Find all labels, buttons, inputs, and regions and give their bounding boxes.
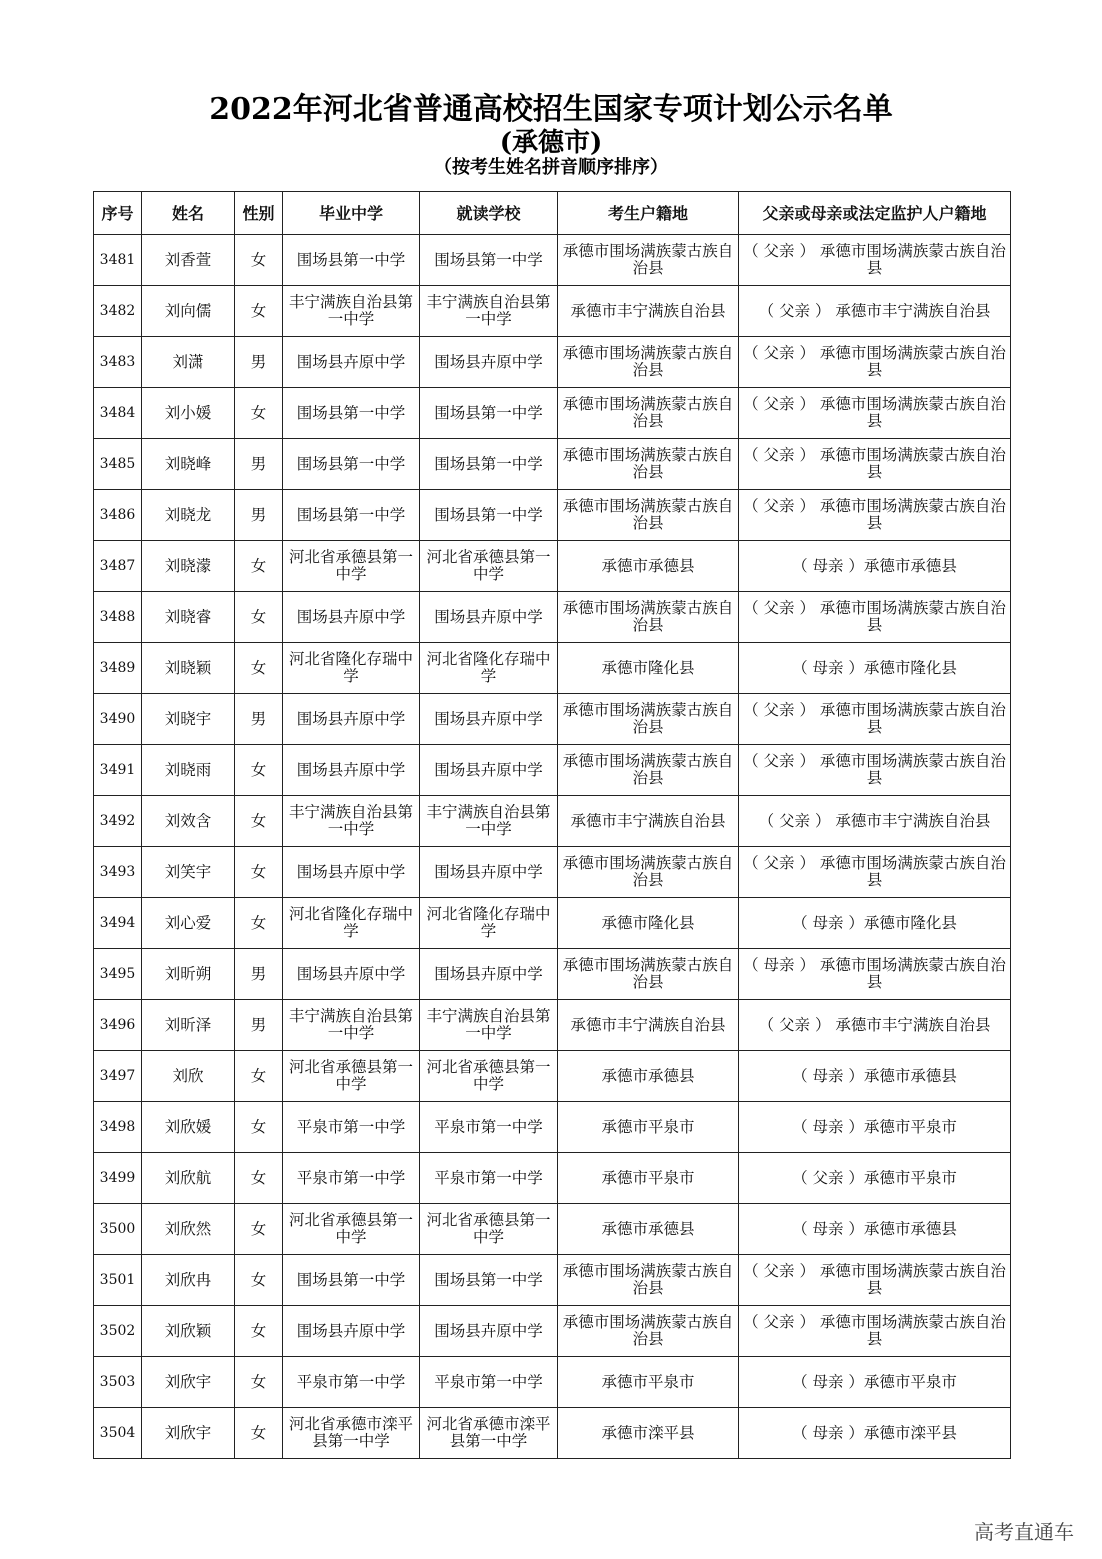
cell-current-school: 平泉市第一中学 bbox=[420, 1357, 558, 1408]
roster-table bbox=[93, 191, 1011, 1459]
cell-student-hukou: 承德市滦平县 bbox=[558, 1408, 739, 1459]
cell-gender: 女 bbox=[235, 1051, 283, 1102]
cell-guardian-hukou: （ 父亲 ）承德市平泉市 bbox=[739, 1153, 1011, 1204]
cell-graduation-school: 围场县第一中学 bbox=[283, 490, 420, 541]
cell-gender: 女 bbox=[235, 541, 283, 592]
cell-guardian-hukou: （ 父亲 ） 承德市围场满族蒙古族自治县 bbox=[739, 1306, 1011, 1357]
cell-id: 3497 bbox=[94, 1051, 142, 1102]
cell-current-school: 围场县第一中学 bbox=[420, 439, 558, 490]
table-row bbox=[94, 1306, 1011, 1357]
cell-student-hukou: 承德市围场满族蒙古族自治县 bbox=[558, 592, 739, 643]
cell-current-school: 平泉市第一中学 bbox=[420, 1102, 558, 1153]
cell-graduation-school: 河北省承德市滦平县第一中学 bbox=[283, 1408, 420, 1459]
table-row bbox=[94, 745, 1011, 796]
cell-name: 刘潇 bbox=[142, 337, 235, 388]
cell-graduation-school: 河北省隆化存瑞中学 bbox=[283, 643, 420, 694]
cell-gender: 女 bbox=[235, 1204, 283, 1255]
cell-guardian-hukou: （ 母亲 ）承德市隆化县 bbox=[739, 643, 1011, 694]
cell-guardian-hukou: （ 母亲 ）承德市平泉市 bbox=[739, 1357, 1011, 1408]
cell-gender: 女 bbox=[235, 1255, 283, 1306]
cell-current-school: 围场县第一中学 bbox=[420, 235, 558, 286]
cell-id: 3488 bbox=[94, 592, 142, 643]
cell-gender: 女 bbox=[235, 643, 283, 694]
cell-id: 3501 bbox=[94, 1255, 142, 1306]
table-row bbox=[94, 337, 1011, 388]
cell-current-school: 围场县卉原中学 bbox=[420, 592, 558, 643]
cell-name: 刘昕泽 bbox=[142, 1000, 235, 1051]
cell-graduation-school: 围场县卉原中学 bbox=[283, 949, 420, 1000]
sort-note: （按考生姓名拼音顺序排序） bbox=[434, 157, 668, 178]
cell-current-school: 河北省承德县第一中学 bbox=[420, 1204, 558, 1255]
table-row bbox=[94, 694, 1011, 745]
page-subtitle: (承德市) bbox=[499, 128, 603, 158]
table-row bbox=[94, 592, 1011, 643]
cell-id: 3493 bbox=[94, 847, 142, 898]
table-row bbox=[94, 541, 1011, 592]
cell-student-hukou: 承德市隆化县 bbox=[558, 643, 739, 694]
table-row bbox=[94, 949, 1011, 1000]
cell-graduation-school: 围场县第一中学 bbox=[283, 235, 420, 286]
cell-gender: 女 bbox=[235, 1153, 283, 1204]
cell-guardian-hukou: （ 母亲 ）承德市承德县 bbox=[739, 1204, 1011, 1255]
cell-student-hukou: 承德市平泉市 bbox=[558, 1357, 739, 1408]
cell-student-hukou: 承德市围场满族蒙古族自治县 bbox=[558, 949, 739, 1000]
cell-id: 3482 bbox=[94, 286, 142, 337]
cell-graduation-school: 围场县卉原中学 bbox=[283, 1306, 420, 1357]
cell-name: 刘昕朔 bbox=[142, 949, 235, 1000]
table-row bbox=[94, 847, 1011, 898]
cell-name: 刘笑宇 bbox=[142, 847, 235, 898]
cell-id: 3492 bbox=[94, 796, 142, 847]
cell-name: 刘晓濛 bbox=[142, 541, 235, 592]
cell-guardian-hukou: （ 父亲 ） 承德市围场满族蒙古族自治县 bbox=[739, 1255, 1011, 1306]
cell-name: 刘欣 bbox=[142, 1051, 235, 1102]
page-title: 2022年河北省普通高校招生国家专项计划公示名单 bbox=[209, 92, 893, 127]
cell-name: 刘欣媛 bbox=[142, 1102, 235, 1153]
table-row bbox=[94, 490, 1011, 541]
cell-guardian-hukou: （ 父亲 ） 承德市丰宁满族自治县 bbox=[739, 286, 1011, 337]
cell-name: 刘欣航 bbox=[142, 1153, 235, 1204]
cell-guardian-hukou: （ 父亲 ） 承德市围场满族蒙古族自治县 bbox=[739, 337, 1011, 388]
cell-name: 刘晓峰 bbox=[142, 439, 235, 490]
table-row bbox=[94, 1051, 1011, 1102]
cell-graduation-school: 围场县第一中学 bbox=[283, 1255, 420, 1306]
cell-name: 刘欣冉 bbox=[142, 1255, 235, 1306]
cell-current-school: 丰宁满族自治县第一中学 bbox=[420, 286, 558, 337]
cell-name: 刘欣颖 bbox=[142, 1306, 235, 1357]
cell-student-hukou: 承德市丰宁满族自治县 bbox=[558, 1000, 739, 1051]
cell-guardian-hukou: （ 父亲 ） 承德市围场满族蒙古族自治县 bbox=[739, 847, 1011, 898]
cell-guardian-hukou: （ 母亲 ）承德市平泉市 bbox=[739, 1102, 1011, 1153]
cell-student-hukou: 承德市围场满族蒙古族自治县 bbox=[558, 439, 739, 490]
col-header-current-school: 就读学校 bbox=[420, 192, 558, 235]
cell-guardian-hukou: （ 父亲 ） 承德市围场满族蒙古族自治县 bbox=[739, 592, 1011, 643]
cell-id: 3483 bbox=[94, 337, 142, 388]
cell-graduation-school: 丰宁满族自治县第一中学 bbox=[283, 796, 420, 847]
col-header-id: 序号 bbox=[94, 192, 142, 235]
cell-graduation-school: 平泉市第一中学 bbox=[283, 1102, 420, 1153]
cell-graduation-school: 丰宁满族自治县第一中学 bbox=[283, 1000, 420, 1051]
cell-student-hukou: 承德市围场满族蒙古族自治县 bbox=[558, 1255, 739, 1306]
cell-gender: 女 bbox=[235, 796, 283, 847]
table-row bbox=[94, 1255, 1011, 1306]
table-row bbox=[94, 1000, 1011, 1051]
cell-gender: 女 bbox=[235, 235, 283, 286]
cell-name: 刘欣宇 bbox=[142, 1408, 235, 1459]
cell-graduation-school: 围场县卉原中学 bbox=[283, 337, 420, 388]
table-row bbox=[94, 235, 1011, 286]
cell-current-school: 围场县卉原中学 bbox=[420, 1306, 558, 1357]
cell-current-school: 河北省隆化存瑞中学 bbox=[420, 643, 558, 694]
cell-graduation-school: 河北省承德县第一中学 bbox=[283, 1204, 420, 1255]
table-row bbox=[94, 796, 1011, 847]
cell-student-hukou: 承德市隆化县 bbox=[558, 898, 739, 949]
col-header-name: 姓名 bbox=[142, 192, 235, 235]
cell-gender: 男 bbox=[235, 694, 283, 745]
cell-gender: 女 bbox=[235, 1102, 283, 1153]
cell-student-hukou: 承德市围场满族蒙古族自治县 bbox=[558, 847, 739, 898]
cell-graduation-school: 围场县第一中学 bbox=[283, 388, 420, 439]
cell-current-school: 围场县卉原中学 bbox=[420, 949, 558, 1000]
cell-id: 3487 bbox=[94, 541, 142, 592]
table-row bbox=[94, 1408, 1011, 1459]
cell-name: 刘晓雨 bbox=[142, 745, 235, 796]
cell-student-hukou: 承德市围场满族蒙古族自治县 bbox=[558, 1306, 739, 1357]
cell-student-hukou: 承德市承德县 bbox=[558, 1051, 739, 1102]
cell-name: 刘晓宇 bbox=[142, 694, 235, 745]
table-row bbox=[94, 643, 1011, 694]
cell-guardian-hukou: （ 母亲 ）承德市承德县 bbox=[739, 1051, 1011, 1102]
cell-student-hukou: 承德市丰宁满族自治县 bbox=[558, 286, 739, 337]
cell-id: 3495 bbox=[94, 949, 142, 1000]
cell-current-school: 围场县第一中学 bbox=[420, 1255, 558, 1306]
cell-current-school: 河北省隆化存瑞中学 bbox=[420, 898, 558, 949]
cell-id: 3489 bbox=[94, 643, 142, 694]
col-header-student-hukou: 考生户籍地 bbox=[558, 192, 739, 235]
table-row bbox=[94, 1153, 1011, 1204]
cell-guardian-hukou: （ 母亲 ） 承德市围场满族蒙古族自治县 bbox=[739, 949, 1011, 1000]
watermark-text: 高考直通车 bbox=[974, 1520, 1074, 1544]
cell-student-hukou: 承德市围场满族蒙古族自治县 bbox=[558, 388, 739, 439]
cell-student-hukou: 承德市丰宁满族自治县 bbox=[558, 796, 739, 847]
table-row bbox=[94, 286, 1011, 337]
cell-student-hukou: 承德市围场满族蒙古族自治县 bbox=[558, 745, 739, 796]
cell-current-school: 围场县第一中学 bbox=[420, 388, 558, 439]
cell-guardian-hukou: （ 母亲 ）承德市承德县 bbox=[739, 541, 1011, 592]
cell-current-school: 围场县第一中学 bbox=[420, 490, 558, 541]
cell-graduation-school: 围场县第一中学 bbox=[283, 439, 420, 490]
cell-student-hukou: 承德市围场满族蒙古族自治县 bbox=[558, 337, 739, 388]
table-row bbox=[94, 898, 1011, 949]
cell-id: 3503 bbox=[94, 1357, 142, 1408]
col-header-guardian-hukou: 父亲或母亲或法定监护人户籍地 bbox=[739, 192, 1011, 235]
cell-gender: 男 bbox=[235, 490, 283, 541]
cell-guardian-hukou: （ 父亲 ） 承德市围场满族蒙古族自治县 bbox=[739, 694, 1011, 745]
cell-student-hukou: 承德市承德县 bbox=[558, 541, 739, 592]
cell-graduation-school: 河北省承德县第一中学 bbox=[283, 541, 420, 592]
cell-guardian-hukou: （ 父亲 ） 承德市围场满族蒙古族自治县 bbox=[739, 235, 1011, 286]
cell-gender: 男 bbox=[235, 337, 283, 388]
table-row bbox=[94, 1102, 1011, 1153]
cell-current-school: 丰宁满族自治县第一中学 bbox=[420, 1000, 558, 1051]
cell-guardian-hukou: （ 父亲 ） 承德市围场满族蒙古族自治县 bbox=[739, 490, 1011, 541]
cell-current-school: 河北省承德县第一中学 bbox=[420, 541, 558, 592]
cell-name: 刘向儒 bbox=[142, 286, 235, 337]
table-header-row bbox=[94, 192, 1011, 235]
cell-name: 刘欣然 bbox=[142, 1204, 235, 1255]
cell-id: 3481 bbox=[94, 235, 142, 286]
table-row bbox=[94, 1204, 1011, 1255]
cell-student-hukou: 承德市围场满族蒙古族自治县 bbox=[558, 490, 739, 541]
col-header-graduation-school: 毕业中学 bbox=[283, 192, 420, 235]
cell-guardian-hukou: （ 父亲 ） 承德市围场满族蒙古族自治县 bbox=[739, 439, 1011, 490]
cell-id: 3496 bbox=[94, 1000, 142, 1051]
cell-student-hukou: 承德市平泉市 bbox=[558, 1102, 739, 1153]
cell-id: 3499 bbox=[94, 1153, 142, 1204]
cell-id: 3502 bbox=[94, 1306, 142, 1357]
cell-guardian-hukou: （ 父亲 ） 承德市丰宁满族自治县 bbox=[739, 796, 1011, 847]
cell-graduation-school: 丰宁满族自治县第一中学 bbox=[283, 286, 420, 337]
cell-guardian-hukou: （ 父亲 ） 承德市丰宁满族自治县 bbox=[739, 1000, 1011, 1051]
cell-current-school: 围场县卉原中学 bbox=[420, 337, 558, 388]
cell-guardian-hukou: （ 母亲 ）承德市滦平县 bbox=[739, 1408, 1011, 1459]
cell-graduation-school: 围场县卉原中学 bbox=[283, 847, 420, 898]
cell-current-school: 丰宁满族自治县第一中学 bbox=[420, 796, 558, 847]
cell-student-hukou: 承德市围场满族蒙古族自治县 bbox=[558, 694, 739, 745]
cell-current-school: 围场县卉原中学 bbox=[420, 745, 558, 796]
cell-gender: 女 bbox=[235, 1306, 283, 1357]
cell-id: 3498 bbox=[94, 1102, 142, 1153]
cell-student-hukou: 承德市平泉市 bbox=[558, 1153, 739, 1204]
cell-gender: 女 bbox=[235, 745, 283, 796]
cell-gender: 男 bbox=[235, 1000, 283, 1051]
cell-current-school: 围场县卉原中学 bbox=[420, 694, 558, 745]
table-row bbox=[94, 439, 1011, 490]
cell-current-school: 围场县卉原中学 bbox=[420, 847, 558, 898]
cell-id: 3490 bbox=[94, 694, 142, 745]
cell-guardian-hukou: （ 母亲 ）承德市隆化县 bbox=[739, 898, 1011, 949]
cell-name: 刘晓龙 bbox=[142, 490, 235, 541]
cell-gender: 女 bbox=[235, 286, 283, 337]
cell-id: 3491 bbox=[94, 745, 142, 796]
cell-gender: 女 bbox=[235, 592, 283, 643]
col-header-gender: 性别 bbox=[235, 192, 283, 235]
cell-gender: 女 bbox=[235, 1408, 283, 1459]
cell-id: 3484 bbox=[94, 388, 142, 439]
cell-id: 3494 bbox=[94, 898, 142, 949]
cell-gender: 男 bbox=[235, 949, 283, 1000]
cell-current-school: 平泉市第一中学 bbox=[420, 1153, 558, 1204]
cell-name: 刘小媛 bbox=[142, 388, 235, 439]
cell-id: 3485 bbox=[94, 439, 142, 490]
cell-current-school: 河北省承德市滦平县第一中学 bbox=[420, 1408, 558, 1459]
cell-gender: 男 bbox=[235, 439, 283, 490]
cell-graduation-school: 围场县卉原中学 bbox=[283, 745, 420, 796]
cell-student-hukou: 承德市围场满族蒙古族自治县 bbox=[558, 235, 739, 286]
cell-gender: 女 bbox=[235, 388, 283, 439]
cell-graduation-school: 河北省承德县第一中学 bbox=[283, 1051, 420, 1102]
cell-graduation-school: 围场县卉原中学 bbox=[283, 694, 420, 745]
cell-guardian-hukou: （ 父亲 ） 承德市围场满族蒙古族自治县 bbox=[739, 745, 1011, 796]
cell-graduation-school: 平泉市第一中学 bbox=[283, 1357, 420, 1408]
cell-name: 刘晓颖 bbox=[142, 643, 235, 694]
cell-graduation-school: 围场县卉原中学 bbox=[283, 592, 420, 643]
cell-name: 刘心爱 bbox=[142, 898, 235, 949]
cell-name: 刘效含 bbox=[142, 796, 235, 847]
cell-guardian-hukou: （ 父亲 ） 承德市围场满族蒙古族自治县 bbox=[739, 388, 1011, 439]
cell-id: 3504 bbox=[94, 1408, 142, 1459]
cell-name: 刘晓睿 bbox=[142, 592, 235, 643]
cell-current-school: 河北省承德县第一中学 bbox=[420, 1051, 558, 1102]
cell-gender: 女 bbox=[235, 1357, 283, 1408]
table-row bbox=[94, 1357, 1011, 1408]
cell-student-hukou: 承德市承德县 bbox=[558, 1204, 739, 1255]
cell-graduation-school: 平泉市第一中学 bbox=[283, 1153, 420, 1204]
cell-id: 3486 bbox=[94, 490, 142, 541]
cell-name: 刘香萱 bbox=[142, 235, 235, 286]
cell-gender: 女 bbox=[235, 898, 283, 949]
cell-name: 刘欣宇 bbox=[142, 1357, 235, 1408]
cell-graduation-school: 河北省隆化存瑞中学 bbox=[283, 898, 420, 949]
cell-gender: 女 bbox=[235, 847, 283, 898]
cell-id: 3500 bbox=[94, 1204, 142, 1255]
table-row bbox=[94, 388, 1011, 439]
